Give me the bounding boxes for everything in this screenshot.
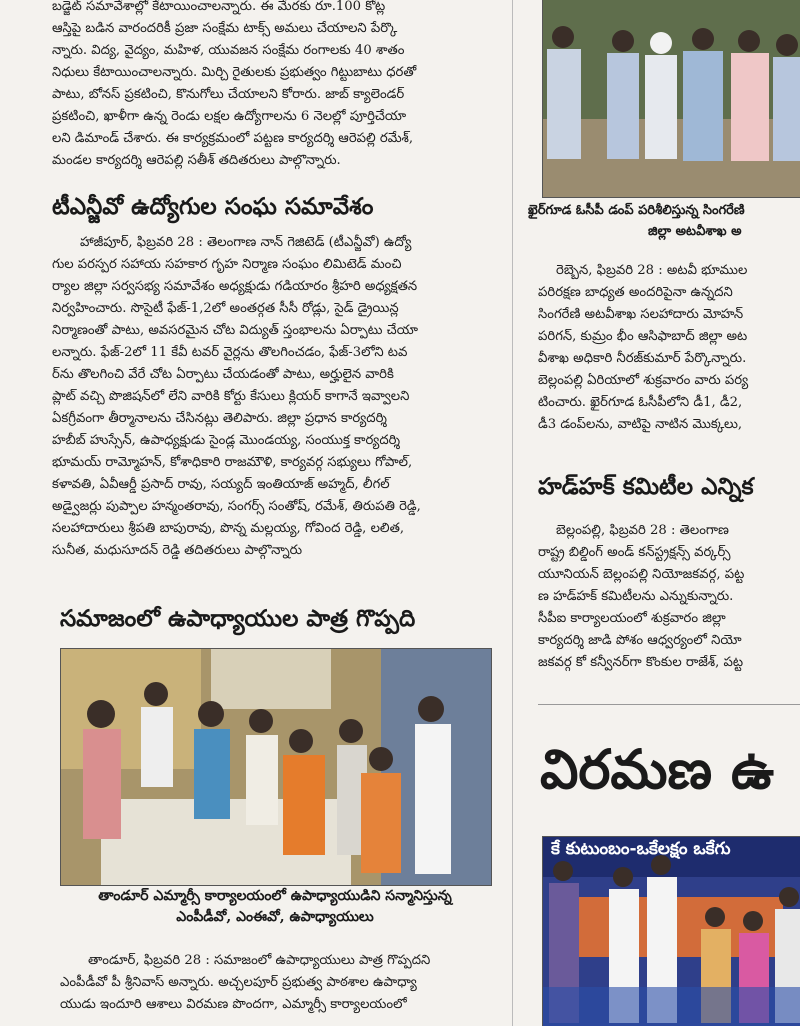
forest-story: [538, 260, 800, 436]
text-line: కార్యదర్శి జాడి పోశం ఆధ్వర్యంలో నియో: [538, 633, 742, 648]
forest-photo-caption: [528, 200, 800, 242]
text-line: ఆస్తిపై బడిన వారందరికీ ప్రజా సంక్షేమ టాక్స్ అమలు చేయాలని పేర్కొ: [52, 21, 398, 36]
text-line: ర్యాల జిల్లా సర్వసభ్య సమావేశం అధ్యక్షుడు గడియారం శ్రీహరి అధ్యక్షతన: [52, 279, 418, 294]
photo-illustration: [61, 649, 491, 885]
text-line: ఏకగ్రీవంగా తీర్మానాలను చేసినట్లు తెలిపారు. జిల్లా ప్రధాన కార్యదర్శి: [52, 411, 387, 426]
right-column: [528, 0, 800, 1026]
text-line: ణ హడ్‌హక్ కమిటీలను ఎన్నుకున్నారు.: [538, 589, 734, 604]
text-line: సునీత, మధుసూదన్ రెడ్డి తదితరులు పాల్గొన్నారు: [52, 543, 303, 558]
text-line: లన్నారు. ఫేజ్-2లో 11 కేవీ టవర్ వైర్లను తొలగించడం, ఫేజ్-3లోని టవ: [52, 345, 408, 360]
text-line: రెబ్బెన, ఫిబ్రవరి 28 : అటవీ భూముల: [556, 263, 748, 278]
text-line: టించారు. ఖైర్‌గూడ ఓసీపీలోని డీ1, డీ2,: [538, 395, 743, 410]
text-line: పాటు, బోనస్ ప్రకటించి, కొనుగోలు చేయాలని కోరారు. జాబ్ క్యాలెండర్: [52, 87, 405, 102]
forest-inspection-photo: [542, 0, 800, 198]
text-line: ప్లాట్ వచ్చి పొజిషన్‌లో లేని వారికి కోర్టు కేసులు క్లియర్ కాగానే ఇవ్వాలని: [52, 389, 410, 404]
teachers-photo-caption: [60, 886, 490, 928]
text-line: సింగరేణి అటవీశాఖ సలహాదారు మోహన్: [538, 307, 744, 322]
text-line: ఎంపీడీవో పీ శ్రీనివాస్ అన్నారు. అచ్చలపూర్ ప్రభుత్వ పాఠశాల ఉపాధ్యా: [60, 975, 417, 990]
text-line: బడ్జెట్ సమావేశాల్లో కేటాయించాలన్నారు. ఈ మేరకు రూ.100 కోట్ల: [52, 0, 386, 14]
banner-text: కే కుటుంబం-ఒకేలక్షం ఒకేగు: [551, 839, 731, 859]
text-line: వీశాఖ అధికారి నీరజ్‌కుమార్ పేర్కొన్నారు.: [538, 351, 747, 366]
headline-teachers-role: సమాజంలో ఉపాధ్యాయుల పాత్ర గొప్పది: [60, 606, 416, 632]
retirement-event-photo: [542, 836, 800, 1026]
text-line: తాండూర్, ఫిబ్రవరి 28 : సమాజంలో ఉపాధ్యాయులు పాత్ర గొప్పదని: [88, 953, 431, 968]
text-line: న్నారు. విద్య, వైద్యం, మహిళ, యువజన సంక్షేమ రంగాలకు 40 శాతం: [52, 43, 405, 58]
headline-tngo-meeting: టీఎన్జీవో ఉద్యోగుల సంఘ సమావేశం: [52, 194, 374, 220]
caption-line: ఖైర్‌గూడ ఓసీపీ డంప్ పరిశీలిస్తున్న సింగరేణి: [528, 203, 745, 218]
text-line: హాజీపూర్, ఫిబ్రవరి 28 : తెలంగాణ నాన్ గెజిటెడ్ (టీఎన్జీవో) ఉద్యో: [80, 235, 412, 250]
text-line: పరిరక్షణ బాధ్యత అందరిపైనా ఉన్నదని: [538, 285, 733, 300]
photo-illustration: [543, 0, 800, 197]
text-line: భూమయ్ రామ్మోహన్, కోశాధికారి రాజమౌళి, కార్యవర్గ సభ్యులు గోపాల్,: [52, 455, 413, 470]
text-line: లని డిమాండ్ చేశారు. ఈ కార్యక్రమంలో పట్టణ కార్యదర్శి ఆరెపల్లి రమేశ్,: [52, 131, 414, 146]
caption-line: జిల్లా అటవీశాఖ అ: [648, 224, 742, 239]
teachers-story: [60, 950, 500, 1016]
text-line: యుడు ఇందూరి ఆశాలు విరమణ పొందగా, ఎమ్మార్సీ కార్యాలయంలో: [60, 997, 407, 1012]
photo-illustration: [543, 837, 800, 1026]
text-line: డీ3 డంప్‌లను, వాటిపై నాటిన మొక్కలు,: [538, 417, 743, 432]
intro-paragraph: [52, 0, 500, 172]
tngo-story: [52, 232, 500, 562]
caption-line: తాండూర్ ఎమ్మార్సీ కార్యాలయంలో ఉపాధ్యాయుడిని సన్మానిస్తున్న: [98, 888, 452, 904]
left-column: [52, 0, 500, 1026]
text-line: నిర్వహించారు. సొసైటీ ఫేజ్-1,2లో అంతర్గత సీసీ రోడ్లు, సైడ్ డ్రైయిన్ల: [52, 301, 399, 316]
text-line: జకవర్గ కో కన్వీనర్‌గా కొంకుల రాజేశ్, పట్ట: [538, 655, 744, 670]
text-line: బెల్లంపల్లి ఏరియాలో శుక్రవారం వారు పర్య: [538, 373, 749, 388]
text-line: గుల పరస్పర సహాయ సహకార గృహ నిర్మాణ సంఘం లిమిటెడ్ మంచి: [52, 257, 402, 272]
text-line: సలహాదారులు శ్రీపతి బాపురావు, పొన్న మల్లయ్య, గోవింద రెడ్డి, లలిత,: [52, 521, 405, 536]
text-line: సీపీఐ కార్యాలయంలో శుక్రవారం జిల్లా: [538, 611, 726, 626]
text-line: అడ్వైజర్లు పుప్పాల హన్మంతరావు, సంగర్స్ సంతోష్, రమేశ్, తిరుపతి రెడ్డి,: [52, 499, 421, 514]
text-line: మండల కార్యదర్శి ఆరెపల్లి సతీశ్ తదితరులు పాల్గొన్నారు.: [52, 153, 341, 168]
text-line: ర్‌ను తొలగించి వేరే చోట ఏర్పాటు చేయడంతో పాటు, అర్హులైన వారికి: [52, 367, 394, 382]
text-line: కళావతి, ఏవీఆర్డీ ప్రసాద్ రావు, సయ్యద్ ఇంతియాజ్ అహ్మద్, లీగల్: [52, 477, 390, 492]
text-line: రాష్ట్ర బిల్డింగ్ అండ్ కన్‌స్ట్రక్షన్స్ వర్కర్స్: [538, 545, 731, 560]
text-line: నిర్మాణంతో పాటు, అవసరమైన చోట విద్యుత్ స్తంభాలను ఏర్పాటు చేయా: [52, 323, 418, 338]
text-line: పరిగన్, కుమ్రం భీం ఆసిఫాబాద్ జిల్లా అట: [538, 329, 748, 344]
headline-adhoc-committees: హడ్‌హక్ కమిటీల ఎన్నిక: [538, 474, 754, 500]
caption-line: ఎంపీడీవో, ఎంఈవో, ఉపాధ్యాయులు: [176, 909, 374, 925]
text-line: ప్రకటించి, ఖాళీగా ఉన్న రెండు లక్షల ఉద్యోగాలను 6 నెలల్లో పూర్తిచేయా: [52, 109, 407, 124]
text-line: నిధులు కేటాయించాలన్నారు. మిర్చి రైతులకు ప్రభుత్వం గిట్టుబాటు ధరతో: [52, 65, 417, 80]
headline-retirement: విరమణ ఉ: [540, 738, 775, 801]
text-line: హబీబ్ హుస్సేన్, ఉపాధ్యక్షుడు సైండ్ల మొండయ్య, సంయుక్త కార్యదర్శి: [52, 433, 400, 448]
text-line: బెల్లంపల్లి, ఫిబ్రవరి 28 : తెలంగాణ: [556, 523, 729, 538]
text-line: యూనియన్ బెల్లంపల్లి నియోజకవర్గ, పట్ట: [538, 567, 745, 582]
adhoc-story: [538, 520, 800, 674]
teachers-felicitation-photo: [60, 648, 492, 886]
column-divider: [512, 0, 513, 1026]
section-divider: [538, 704, 800, 705]
